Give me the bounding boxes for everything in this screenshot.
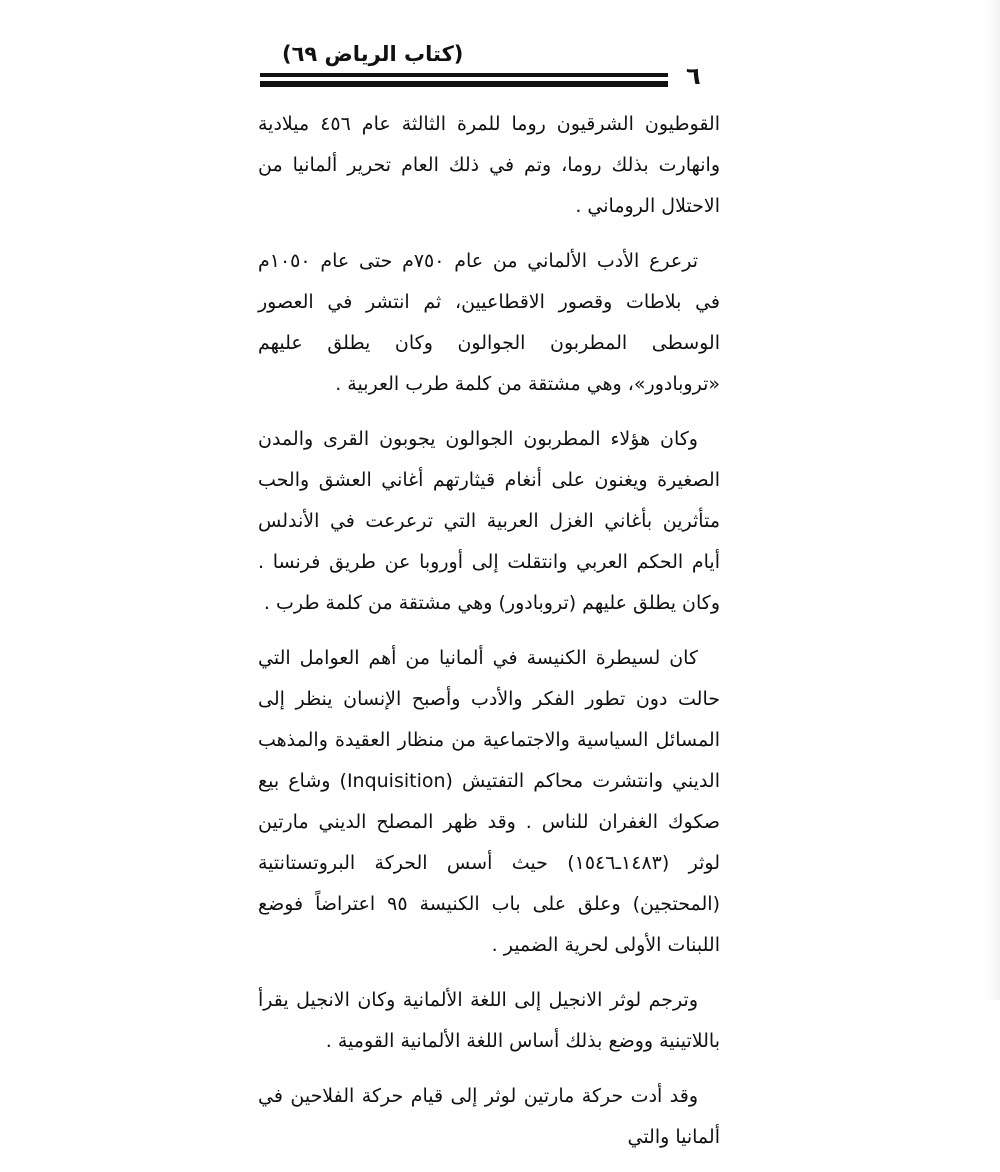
- header-rule-thick: [260, 81, 668, 87]
- paragraph-3: وكان هؤلاء المطربون الجوالون يجوبون القرى والمدن الصغيرة ويغنون على أنغام قيثارتهم أغاني العشق والحب متأثرين بأغاني الغزل العربية التي ترعرعت في الأندلس أيام الحكم العربي وانتقلت إلى أوروبا عن طريق فرنسا . وكان يطلق عليهم (تروبادور) وهي مشتقة من كلمة طرب .: [258, 428, 720, 614]
- paragraph-4: كان لسيطرة الكنيسة في ألمانيا من أهم العوامل التي حالت دون تطور الفكر والأدب وأصبح الإنسان ينظر إلى المسائل السياسية والاجتماعية من منظار العقيدة والمذهب الديني وانتشرت محاكم التفتيش (Inquisition) وشاع بيع صكوك الغفران للناس . وقد ظهر المصلح الديني مارتين لوثر (١٤٨٣ـ١٥٤٦) حيث أسس الحركة البروتستانتية (المحتجين) وعلق على باب الكنيسة ٩٥ اعتراضاً فوضع اللبنات الأولى لحرية الضمير .: [258, 647, 721, 956]
- body-text: [258, 104, 720, 1172]
- running-header-title: (كتاب الرياض ٦٩): [282, 42, 464, 66]
- paragraph-2: ترعرع الأدب الألماني من عام ٧٥٠م حتى عام ١٠٥٠م في بلاطات وقصور الاقطاعيين، ثم انتشر في العصور الوسطى المطربون الجوالون وكان يطلق عليهم «تروبادور»، وهي مشتقة من كلمة طرب العربية .: [258, 250, 720, 395]
- paragraph-6: وقد أدت حركة مارتين لوثر إلى قيام حركة الفلاحين في ألمانيا والتي: [258, 1085, 720, 1148]
- page-edge-shadow: [986, 0, 1000, 1000]
- page-number: ٦: [686, 62, 701, 90]
- paragraph-1: القوطيون الشرقيون روما للمرة الثالثة عام ٤٥٦ ميلادية وانهارت بذلك روما، وتم في ذلك العام تحرير ألمانيا من الاحتلال الروماني .: [258, 113, 720, 217]
- paragraph-5: وترجم لوثر الانجيل إلى اللغة الألمانية وكان الانجيل يقرأ باللاتينية ووضع بذلك أساس اللغة الألمانية القومية .: [258, 989, 720, 1052]
- header-rule-thin: [260, 73, 668, 77]
